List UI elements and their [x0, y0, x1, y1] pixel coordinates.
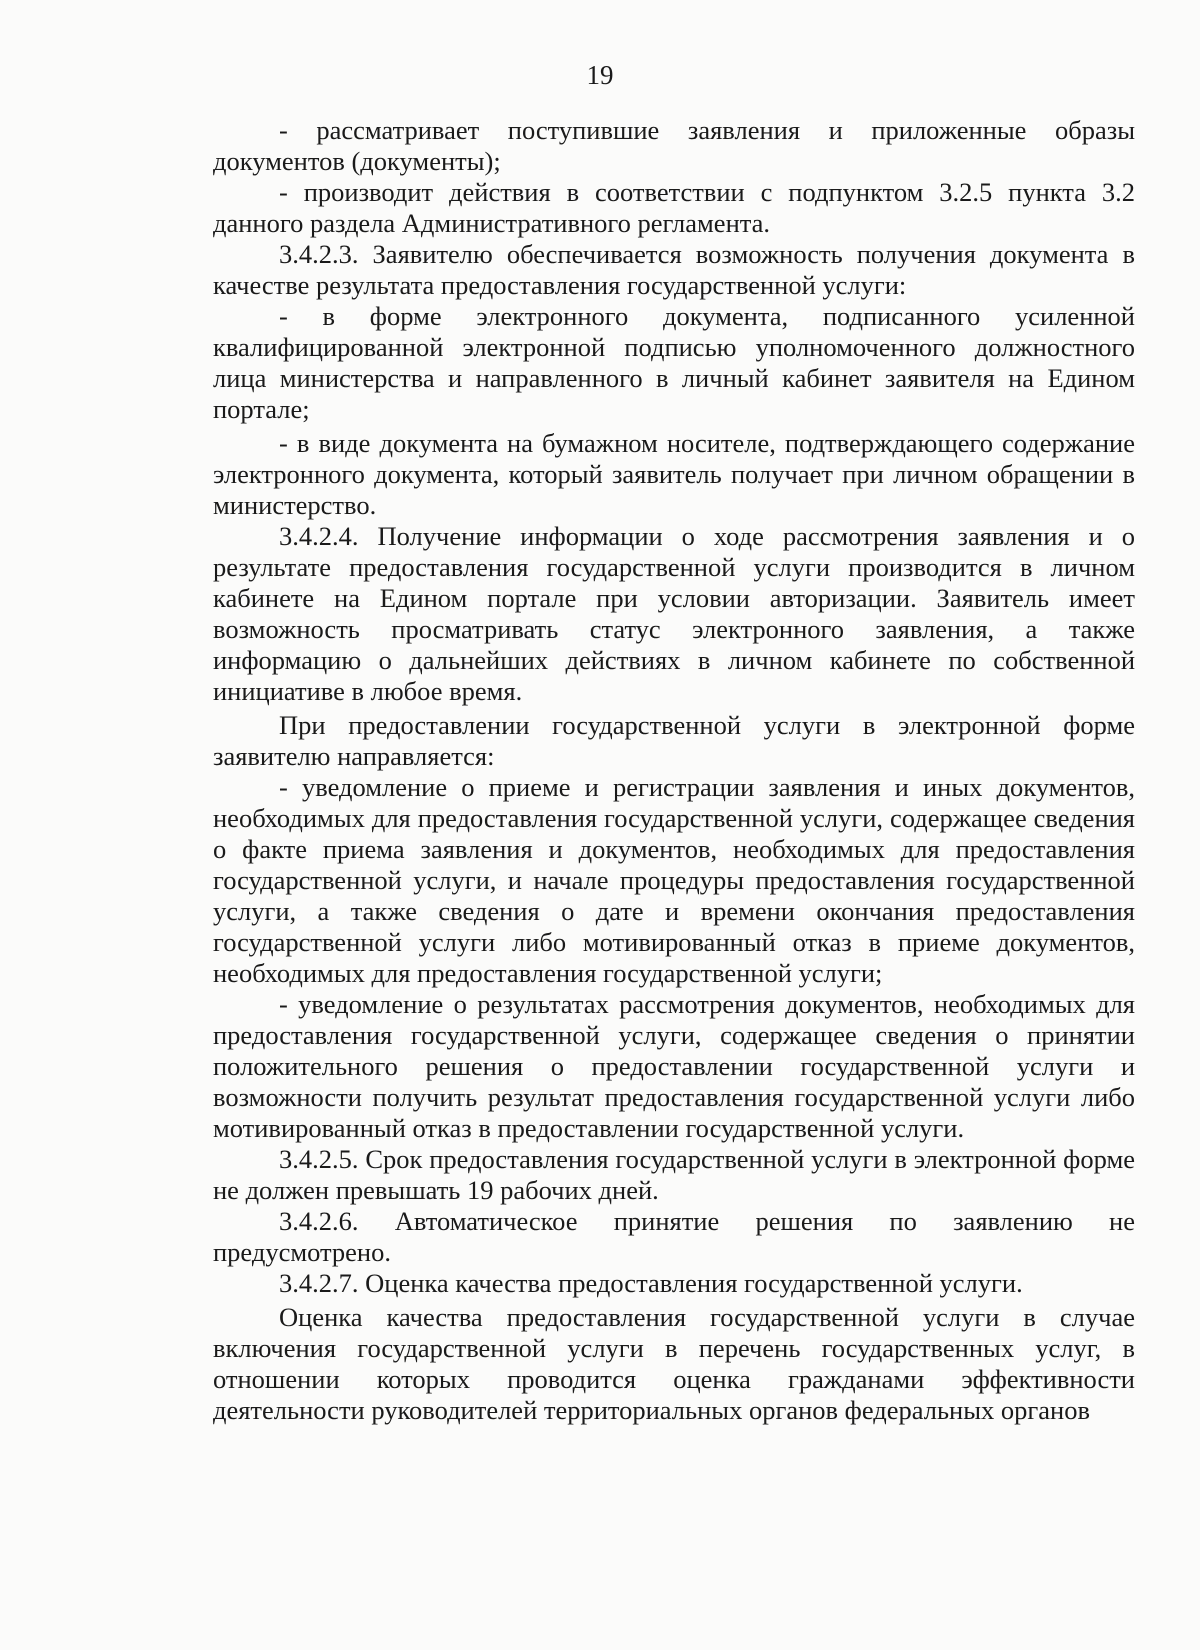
paragraph-9: - уведомление о результатах рассмотрения документов, необходимых для предоставления государственной услуги, содержащее сведения о принятии положительного решения о предоставлении государственной услуги и возможности получить результат предоставления государственной услуги либо мотивированный отказ в предоставлении государственной услуги.	[213, 989, 1135, 1143]
paragraph-8: - уведомление о приеме и регистрации заявления и иных документов, необходимых для предоставления государственной услуги, содержащее сведения о факте приема заявления и документов, необходимых для предоставления государственной услуги, и начале процедуры предоставления государственной услуги, а также сведения о дате и времени окончания предоставления государственной услуги либо мотивированный отказ в приеме документов, необходимых для предоставления государственной услуги;	[213, 772, 1135, 988]
paragraph-1: - рассматривает поступившие заявления и приложенные образы документов (документы);	[213, 115, 1135, 176]
paragraph-4: - в форме электронного документа, подписанного усиленной квалифицированной электронной подписью уполномоченного должностного лица министерства и направленного в личный кабинет заявителя на Едином портале;	[213, 301, 1135, 424]
paragraph-11: 3.4.2.6. Автоматическое принятие решения по заявлению не предусмотрено.	[213, 1206, 1135, 1267]
paragraph-7: При предоставлении государственной услуги в электронной форме заявителю направляется:	[213, 710, 1135, 771]
paragraph-13: Оценка качества предоставления государственной услуги в случае включения государственной услуги в перечень государственных услуг, в отношении которых проводится оценка гражданами эффективности деятельности руководителей территориальных органов федеральных органов	[213, 1302, 1135, 1425]
page-number: 19	[586, 60, 614, 90]
document-body	[213, 115, 1135, 1426]
paragraph-2: - производит действия в соответствии с подпунктом 3.2.5 пункта 3.2 данного раздела Административного регламента.	[213, 177, 1135, 238]
paragraph-6: 3.4.2.4. Получение информации о ходе рассмотрения заявления и о результате предоставления государственной услуги производится в личном кабинете на Едином портале при условии авторизации. Заявитель имеет возможность просматривать статус электронного заявления, а также информацию о дальнейших действиях в личном кабинете по собственной инициативе в любое время.	[213, 521, 1135, 706]
paragraph-3: 3.4.2.3. Заявителю обеспечивается возможность получения документа в качестве результата предоставления государственной услуги:	[213, 239, 1135, 300]
paragraph-12: 3.4.2.7. Оценка качества предоставления государственной услуги.	[279, 1268, 1023, 1298]
paragraph-5: - в виде документа на бумажном носителе, подтверждающего содержание электронного документа, который заявитель получает при личном обращении в министерство.	[213, 428, 1135, 520]
paragraph-10: 3.4.2.5. Срок предоставления государственной услуги в электронной форме не должен превышать 19 рабочих дней.	[213, 1144, 1135, 1205]
